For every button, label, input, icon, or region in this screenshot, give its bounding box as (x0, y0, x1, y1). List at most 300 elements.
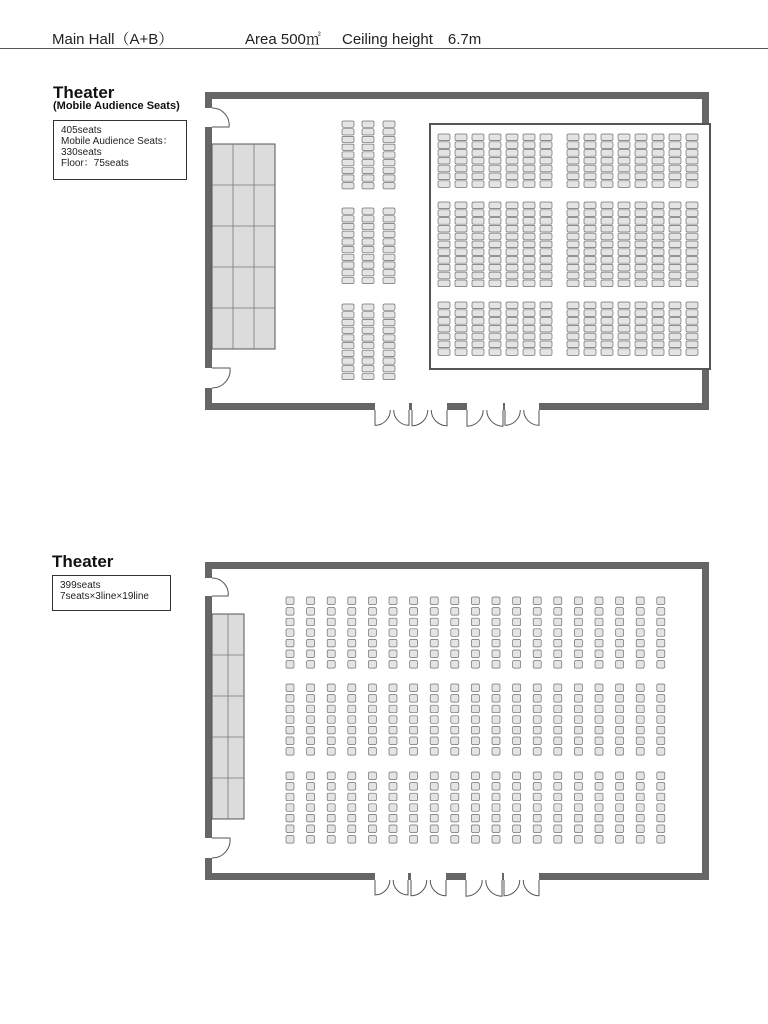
theater-seat (368, 695, 376, 703)
theater-seat (471, 608, 479, 616)
theater-seat (451, 650, 459, 658)
theater-seat (410, 618, 418, 626)
theater-seat (451, 597, 459, 605)
theater-seat (492, 650, 500, 658)
theater-seat (533, 716, 541, 724)
theater-seat (657, 684, 665, 692)
theater-seat (389, 650, 397, 658)
theater-seat (286, 825, 294, 833)
theater-seat (286, 684, 294, 692)
theater-seat (410, 650, 418, 658)
theater-seat (348, 650, 356, 658)
theater-seat (348, 783, 356, 791)
theater-seat (492, 608, 500, 616)
theater-seat (348, 814, 356, 822)
theater-seat (616, 783, 624, 791)
theater-seat (513, 772, 521, 780)
theater-seat (348, 705, 356, 713)
theater-seat (513, 661, 521, 669)
theater-seat (513, 705, 521, 713)
theater-seat (513, 726, 521, 734)
theater-seat (513, 608, 521, 616)
theater-seat (471, 836, 479, 844)
theater-seat (616, 639, 624, 647)
theater-seat (348, 793, 356, 801)
theater-seat (327, 608, 335, 616)
theater-seat (616, 705, 624, 713)
theater-seat (657, 650, 665, 658)
theater-seat (327, 836, 335, 844)
seat-floor-count: Floor：75seats (61, 158, 129, 169)
theater-seat (348, 608, 356, 616)
theater-seat (471, 716, 479, 724)
theater-seat (348, 726, 356, 734)
theater-seat (616, 716, 624, 724)
theater-seat (286, 705, 294, 713)
theater-seat (513, 748, 521, 756)
theater-seat (554, 836, 562, 844)
theater-seat (410, 836, 418, 844)
theater-seat (368, 650, 376, 658)
theater-seat (307, 629, 315, 637)
theater-seat (451, 793, 459, 801)
theater-seat (574, 825, 582, 833)
theater-seat (348, 748, 356, 756)
theater-seat (348, 695, 356, 703)
theater-seat (327, 737, 335, 745)
theater-seat (286, 618, 294, 626)
theater-seat (492, 726, 500, 734)
theater-seat (533, 748, 541, 756)
theater-seat (430, 684, 438, 692)
theater-seat (657, 726, 665, 734)
theater-seat (574, 629, 582, 637)
theater-seat (471, 748, 479, 756)
theater-seat (533, 650, 541, 658)
theater-seat (595, 793, 603, 801)
theater-seat (471, 650, 479, 658)
theater-seat (451, 825, 459, 833)
theater-seat (286, 639, 294, 647)
theater-seat (327, 597, 335, 605)
theater-seat (327, 748, 335, 756)
theater-seat (574, 639, 582, 647)
theater-seat (348, 629, 356, 637)
theater-seat (657, 737, 665, 745)
theater-seat (307, 684, 315, 692)
theater-seat (533, 793, 541, 801)
theater-seat (286, 716, 294, 724)
theater-seat (533, 661, 541, 669)
theater-seat (327, 772, 335, 780)
wall-bottom (408, 873, 411, 880)
theater-seat (389, 705, 397, 713)
theater-seat (595, 814, 603, 822)
theater-seat (636, 716, 644, 724)
theater-seat (410, 661, 418, 669)
theater-seat (616, 737, 624, 745)
theater-seat (533, 684, 541, 692)
theater-seat (307, 836, 315, 844)
theater-seat (492, 716, 500, 724)
entrance-door (504, 880, 520, 896)
theater-seat (595, 705, 603, 713)
layout-title: Theater (52, 552, 114, 571)
theater-seat (513, 793, 521, 801)
theater-seat (348, 661, 356, 669)
theater-seat (513, 684, 521, 692)
theater-seat (410, 684, 418, 692)
theater-seat (657, 716, 665, 724)
theater-seat (410, 639, 418, 647)
theater-seat (616, 618, 624, 626)
theater-seat (513, 783, 521, 791)
theater-seat (307, 825, 315, 833)
theater-seat (636, 705, 644, 713)
theater-seat (430, 695, 438, 703)
theater-seat (657, 783, 665, 791)
theater-seat (657, 804, 665, 812)
theater-seat (636, 825, 644, 833)
theater-seat (574, 726, 582, 734)
theater-seat (286, 772, 294, 780)
seat-total: 399seats (60, 580, 101, 591)
seat-mobile-count: 330seats (61, 147, 102, 158)
theater-seat (636, 814, 644, 822)
theater-seat (389, 772, 397, 780)
theater-seat (286, 836, 294, 844)
theater-seat (471, 705, 479, 713)
theater-seat (513, 650, 521, 658)
theater-seat (430, 825, 438, 833)
theater-seat (554, 716, 562, 724)
theater-seat (492, 793, 500, 801)
theater-seat (327, 793, 335, 801)
theater-seat (368, 825, 376, 833)
theater-seat (471, 726, 479, 734)
theater-seat (327, 783, 335, 791)
theater-seat (574, 618, 582, 626)
seat-total: 405seats (61, 125, 102, 136)
theater-seat (636, 748, 644, 756)
theater-seat (471, 814, 479, 822)
theater-seat (574, 608, 582, 616)
layout-subtitle: (Mobile Audience Seats) (53, 100, 180, 112)
theater-seat (657, 793, 665, 801)
theater-seat (410, 804, 418, 812)
theater-seat (533, 783, 541, 791)
theater-seat (410, 726, 418, 734)
theater-seat (616, 825, 624, 833)
area-label: Area 500㎡ (245, 31, 321, 48)
theater-seat (657, 618, 665, 626)
wall-right (702, 562, 709, 880)
theater-seat (657, 597, 665, 605)
theater-seat (636, 629, 644, 637)
entrance-door (375, 880, 390, 895)
theater-seat (554, 639, 562, 647)
theater-seat (307, 661, 315, 669)
theater-seat (430, 793, 438, 801)
theater-seat (513, 836, 521, 844)
theater-seat (389, 804, 397, 812)
theater-seat (492, 618, 500, 626)
theater-seat (410, 814, 418, 822)
theater-seat (430, 772, 438, 780)
theater-seat (595, 748, 603, 756)
theater-seat (389, 783, 397, 791)
theater-seat (389, 629, 397, 637)
theater-seat (286, 726, 294, 734)
theater-seat (533, 804, 541, 812)
theater-seat (554, 726, 562, 734)
theater-seat (554, 661, 562, 669)
theater-seat (574, 783, 582, 791)
theater-seat (348, 772, 356, 780)
theater-seat (327, 684, 335, 692)
theater-seat (533, 639, 541, 647)
theater-seat (286, 650, 294, 658)
theater-seat (574, 793, 582, 801)
seat-arrangement: 7seats×3line×19line (60, 591, 149, 602)
theater-seat (471, 793, 479, 801)
theater-seat (368, 804, 376, 812)
theater-seat (430, 716, 438, 724)
theater-seat (636, 836, 644, 844)
theater-seat (595, 650, 603, 658)
theater-seat (513, 814, 521, 822)
entrance-door (430, 880, 446, 896)
theater-seat (286, 814, 294, 822)
theater-seat (554, 814, 562, 822)
theater-seat (389, 836, 397, 844)
theater-seat (574, 684, 582, 692)
theater-seat (513, 825, 521, 833)
theater-seat (471, 684, 479, 692)
theater-seat (513, 597, 521, 605)
theater-seat (368, 814, 376, 822)
theater-seat (307, 639, 315, 647)
theater-seat (636, 597, 644, 605)
theater-seat (348, 836, 356, 844)
theater-seat (286, 748, 294, 756)
wall-bottom (539, 873, 709, 880)
theater-seat (471, 772, 479, 780)
theater-seat (451, 639, 459, 647)
theater-seat (327, 629, 335, 637)
theater-seat (554, 695, 562, 703)
theater-seat (471, 661, 479, 669)
theater-seat (636, 783, 644, 791)
theater-seat (451, 737, 459, 745)
theater-seat (636, 772, 644, 780)
theater-seat (451, 618, 459, 626)
theater-seat (533, 772, 541, 780)
theater-seat (286, 597, 294, 605)
theater-seat (636, 618, 644, 626)
wall-bottom (446, 873, 466, 880)
theater-seat (368, 783, 376, 791)
seat-mobile-label: Mobile Audience Seats： (61, 136, 173, 147)
theater-seat (492, 661, 500, 669)
theater-seat (513, 695, 521, 703)
layout-title: Theater (53, 83, 115, 102)
theater-seat (657, 748, 665, 756)
theater-seat (410, 737, 418, 745)
theater-seat (513, 629, 521, 637)
theater-seat (636, 695, 644, 703)
entrance-door (523, 880, 539, 896)
theater-seat (327, 804, 335, 812)
theater-seat (368, 793, 376, 801)
theater-seat (368, 726, 376, 734)
theater-seat (616, 597, 624, 605)
theater-seat (430, 629, 438, 637)
theater-seat (348, 804, 356, 812)
theater-seat (451, 772, 459, 780)
theater-seat (471, 783, 479, 791)
theater-seat (616, 804, 624, 812)
entrance-door (486, 880, 502, 896)
theater-seat (657, 639, 665, 647)
theater-seat (451, 814, 459, 822)
theater-seat (595, 608, 603, 616)
theater-seat (410, 695, 418, 703)
entrance-door (411, 880, 427, 896)
theater-seat (554, 650, 562, 658)
theater-seat (471, 804, 479, 812)
theater-seat (307, 783, 315, 791)
theater-seat (348, 618, 356, 626)
theater-seat (492, 705, 500, 713)
theater-seat (307, 726, 315, 734)
theater-seat (533, 618, 541, 626)
theater-seat (636, 684, 644, 692)
theater-seat (657, 772, 665, 780)
theater-seat (636, 650, 644, 658)
wall-top (205, 562, 709, 569)
theater-seat (327, 650, 335, 658)
theater-seat (410, 825, 418, 833)
theater-seat (471, 825, 479, 833)
theater-seat (368, 639, 376, 647)
theater-seat (410, 783, 418, 791)
theater-seat (451, 608, 459, 616)
theater-seat (389, 748, 397, 756)
theater-seat (657, 836, 665, 844)
theater-seat (307, 716, 315, 724)
theater-seat (451, 629, 459, 637)
theater-seat (430, 618, 438, 626)
theater-seat (533, 705, 541, 713)
theater-seat (657, 629, 665, 637)
theater-seat (471, 695, 479, 703)
theater-seat (368, 661, 376, 669)
theater-seat (471, 618, 479, 626)
theater-seat (348, 597, 356, 605)
theater-seat (389, 716, 397, 724)
theater-seat (616, 661, 624, 669)
theater-seat (389, 618, 397, 626)
theater-seat (410, 716, 418, 724)
theater-seat (616, 772, 624, 780)
theater-seat (492, 695, 500, 703)
theater-seat (636, 608, 644, 616)
theater-seat (574, 597, 582, 605)
theater-seat (533, 737, 541, 745)
theater-seat (574, 804, 582, 812)
theater-seat (533, 608, 541, 616)
theater-seat (286, 661, 294, 669)
entrance-door (393, 880, 408, 895)
theater-seat (430, 639, 438, 647)
theater-seat (595, 716, 603, 724)
theater-seat (307, 618, 315, 626)
theater-seat (307, 748, 315, 756)
theater-seat (574, 737, 582, 745)
theater-seat (389, 639, 397, 647)
theater-seat (595, 597, 603, 605)
theater-seat (307, 650, 315, 658)
theater-seat (657, 705, 665, 713)
theater-seat (533, 597, 541, 605)
theater-seat (492, 814, 500, 822)
theater-seat (492, 639, 500, 647)
theater-seat (636, 726, 644, 734)
theater-seat (554, 793, 562, 801)
theater-seat (471, 597, 479, 605)
theater-seat (410, 629, 418, 637)
theater-seat (574, 695, 582, 703)
theater-seat (595, 629, 603, 637)
theater-seat (636, 639, 644, 647)
theater-seat (389, 661, 397, 669)
theater-seat (430, 836, 438, 844)
theater-seat (492, 836, 500, 844)
theater-seat (554, 737, 562, 745)
theater-seat (430, 804, 438, 812)
theater-seat (471, 629, 479, 637)
theater-seat (327, 726, 335, 734)
theater-seat (616, 793, 624, 801)
theater-seat (451, 695, 459, 703)
theater-seat (595, 695, 603, 703)
theater-seat (410, 772, 418, 780)
theater-seat (368, 737, 376, 745)
theater-seat (410, 608, 418, 616)
theater-seat (389, 695, 397, 703)
theater-seat (286, 783, 294, 791)
theater-seat (492, 748, 500, 756)
theater-seat (554, 825, 562, 833)
theater-seat (533, 726, 541, 734)
theater-seat (595, 783, 603, 791)
theater-seat (492, 825, 500, 833)
theater-seat (574, 661, 582, 669)
theater-seat (451, 804, 459, 812)
theater-seat (451, 716, 459, 724)
theater-seat (574, 705, 582, 713)
theater-seat (492, 684, 500, 692)
theater-seat (554, 783, 562, 791)
theater-seat (595, 737, 603, 745)
theater-seat (554, 804, 562, 812)
theater-seat (616, 695, 624, 703)
theater-seat (389, 684, 397, 692)
theater-seat (554, 748, 562, 756)
theater-seat (327, 661, 335, 669)
theater-seat (368, 716, 376, 724)
